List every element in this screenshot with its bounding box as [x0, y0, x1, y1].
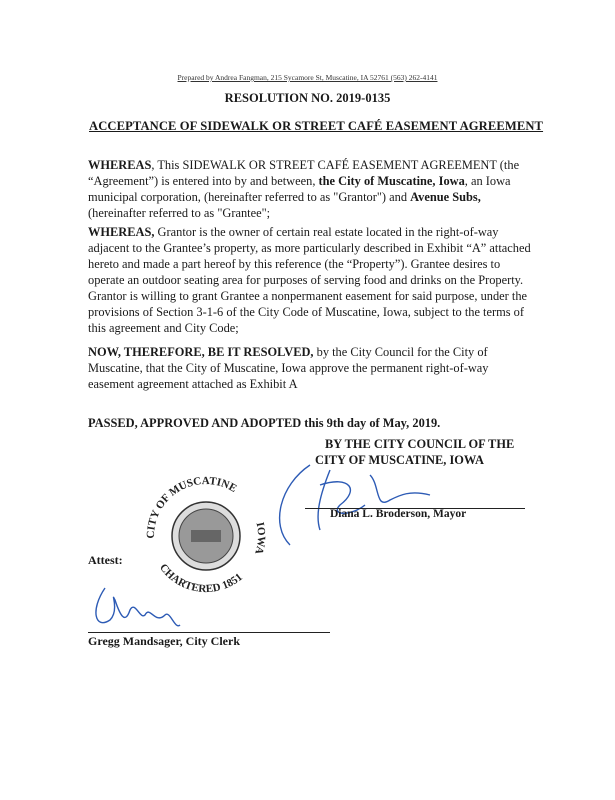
- paragraph-line: [88, 361, 489, 376]
- text-segment: “Agreement”) is entered into by and between,: [88, 174, 319, 188]
- text-segment: PASSED, APPROVED AND ADOPTED this 9th day of May, 2019.: [88, 416, 441, 430]
- text-segment: , an Iowa: [464, 174, 511, 188]
- text-segment: operate an outdoor seating area for purposes of serving food and drinks on the Property.: [88, 273, 524, 287]
- paragraph-line: [88, 305, 524, 320]
- paragraph-line: [88, 345, 488, 360]
- council-line-2: CITY OF MUSCATINE, IOWA: [315, 453, 484, 467]
- seal-text-bottom: CHARTERED 1851: [156, 561, 245, 596]
- mayor-signature: [270, 455, 470, 550]
- prepared-by: Prepared by Andrea Fangman, 215 Sycamore St, Muscatine, IA 52761 (563) 262-4141: [177, 73, 438, 82]
- clerk-signature: [85, 580, 195, 635]
- paragraph-line: [88, 174, 511, 189]
- text-segment: Avenue Subs,: [410, 190, 481, 204]
- mayor-name: Diana L. Broderson, Mayor: [330, 508, 467, 520]
- text-segment: , This SIDEWALK OR STREET CAFÉ EASEMENT AGREEMENT (the: [151, 158, 520, 172]
- clerk-signature-line: [88, 632, 330, 633]
- paragraph-line: [88, 257, 500, 272]
- paragraph-line: [88, 273, 523, 288]
- seal-text-right: IOWA: [252, 521, 268, 556]
- paragraph-line: [88, 241, 531, 256]
- paragraph-line: [88, 225, 499, 240]
- text-segment: this agreement and City Code;: [88, 321, 239, 335]
- text-segment: WHEREAS: [88, 158, 152, 172]
- resolution-number: RESOLUTION NO. 2019-0135: [224, 91, 391, 105]
- text-segment: Grantor is willing to grant Grantee a nonpermanent easement for said purpose, under the: [88, 289, 528, 303]
- text-segment: WHEREAS,: [88, 225, 155, 239]
- text-segment: hereto and made a part hereof by this reference (the “Property”). Grantee desires to: [88, 257, 501, 271]
- paragraph-line: [88, 377, 298, 392]
- text-segment: NOW, THEREFORE, BE IT RESOLVED,: [88, 345, 314, 359]
- paragraph-line: [88, 158, 519, 173]
- svg-text:IOWA: [252, 521, 267, 555]
- seal-text-top: CITY OF MUSCATINE: [144, 474, 239, 539]
- text-segment: adjacent to the Grantee’s property, as more particularly described in Exhibit “A” attached: [88, 241, 531, 255]
- document-title: ACCEPTANCE OF SIDEWALK OR STREET CAFÉ EASEMENT AGREEMENT: [89, 119, 544, 133]
- paragraph-line: [88, 206, 270, 221]
- text-segment: easement agreement attached as Exhibit A: [88, 377, 298, 391]
- paragraph-line: [88, 190, 481, 205]
- text-segment: (hereinafter referred to as "Grantee";: [88, 206, 271, 220]
- text-segment: provisions of Section 3-1-6 of the City Code of Muscatine, Iowa, subject to the terms of: [88, 305, 525, 319]
- text-segment: by the City Council for the City of: [313, 345, 488, 359]
- council-line-1: BY THE CITY COUNCIL OF THE: [325, 437, 515, 451]
- paragraph-line: [88, 416, 440, 431]
- text-segment: Grantor is the owner of certain real estate located in the right-of-way: [154, 225, 499, 239]
- text-segment: the City of Muscatine, Iowa: [318, 174, 465, 188]
- paragraph-line: [88, 289, 527, 304]
- text-segment: Muscatine, that the City of Muscatine, Iowa approve the permanent right-of-way: [88, 361, 489, 375]
- paragraph-line: [88, 321, 239, 336]
- clerk-name: Gregg Mandsager, City Clerk: [88, 634, 240, 648]
- text-segment: municipal corporation, (hereinafter referred to as "Grantor") and: [88, 190, 411, 204]
- attest-label: Attest:: [88, 553, 123, 567]
